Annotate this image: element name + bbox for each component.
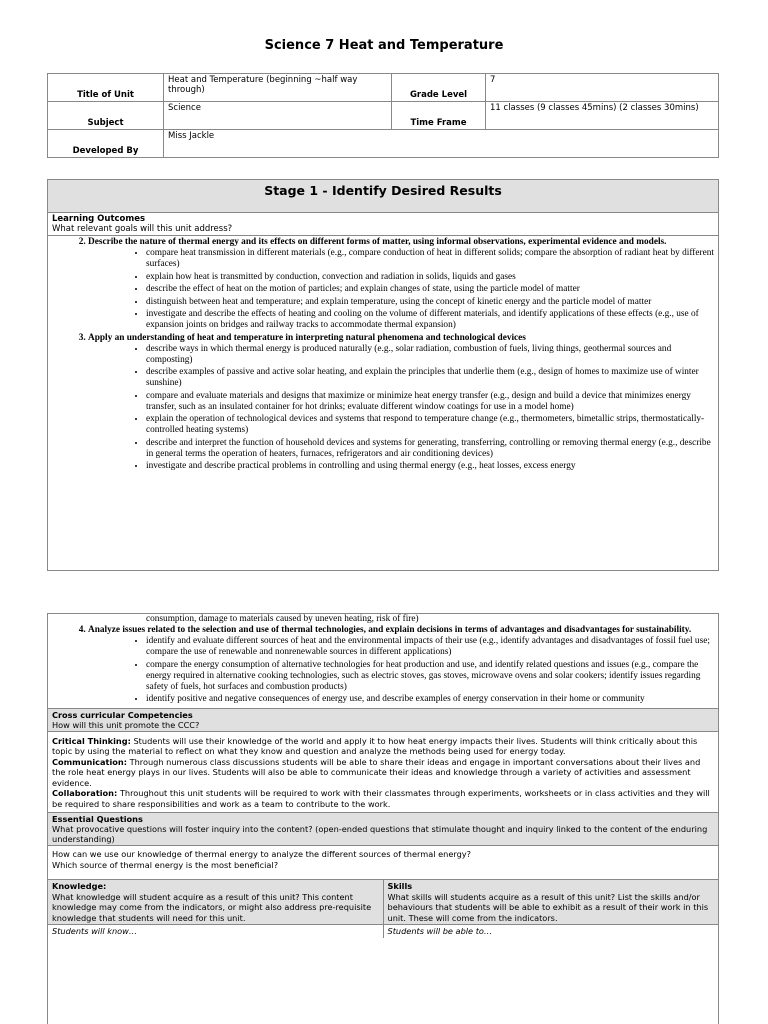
learning-outcomes-title: Learning Outcomes xyxy=(52,214,146,224)
skills-title: Skills xyxy=(387,881,413,891)
essential-question-1: How can we use our knowledge of thermal energy to analyze the different sources of thermal energy? xyxy=(52,849,471,859)
continuation-text: consumption, damage to materials caused by uneven heating, risk of fire) xyxy=(146,614,419,624)
ccc-prompt: How will this unit promote the CCC? xyxy=(52,719,200,730)
students-will-be-able-to: Students will be able to… xyxy=(387,926,493,936)
table-row xyxy=(48,102,719,130)
skills-content xyxy=(384,925,719,938)
ccc-header xyxy=(48,708,718,731)
developed-by-label: Developed By xyxy=(48,130,164,158)
list-item: • compare and evaluate materials and designs that maximize or minimize heat energy transfer (e.g., design and build a device that minimizes energy transfer, such as an insulated container for hot drinks; evaluate different window coatings for use in a model home) xyxy=(146,391,718,413)
outcome-3 xyxy=(88,333,718,473)
subject-value: Science xyxy=(164,102,392,130)
list-item: • distinguish between heat and temperature; and explain temperature, using the concept of kinetic energy and the particle model of matter xyxy=(146,297,718,308)
outcome-4-indicators xyxy=(88,636,714,705)
document-title: Science 7 Heat and Temperature xyxy=(264,38,504,53)
communication-paragraph xyxy=(52,757,714,789)
essential-questions-content xyxy=(48,845,718,879)
outcomes-list xyxy=(48,237,718,472)
table-row xyxy=(48,130,719,158)
critical-thinking-label: Critical Thinking: xyxy=(52,735,131,746)
outcome-3-indicators xyxy=(88,344,718,473)
developed-by-value: Miss Jackle xyxy=(164,130,719,158)
title-of-unit-value: Heat and Temperature (beginning ~half way through) xyxy=(164,74,392,102)
list-item: • explain how heat is transmitted by conduction, convection and radiation in solids, liquids and gases xyxy=(146,272,718,283)
skills-header xyxy=(384,880,719,924)
ccc-title: Cross curricular Competencies xyxy=(52,709,193,720)
students-will-know: Students will know… xyxy=(52,926,138,936)
outcomes-continued xyxy=(48,614,718,708)
list-item: • identify positive and negative consequences of energy use, and describe examples of energy conservation in their home or community xyxy=(146,694,714,705)
outcome-2 xyxy=(88,237,718,331)
knowledge-content xyxy=(48,925,384,938)
knowledge-header xyxy=(48,880,384,924)
list-item: • investigate and describe practical problems in controlling and using thermal energy (e.g., heat losses, excess energy xyxy=(146,461,718,472)
list-item: • describe the effect of heat on the motion of particles; and explain changes of state, using the particle model of matter xyxy=(146,284,718,295)
learning-outcomes-header xyxy=(48,213,718,236)
critical-thinking-paragraph xyxy=(52,736,714,757)
page-2-section xyxy=(47,613,719,1024)
outcome-4-text: Analyze issues related to the selection and use of thermal technologies, and explain decisions in terms of advantages and disadvantages for sustainability. xyxy=(88,625,692,635)
communication-label: Communication: xyxy=(52,756,127,767)
title-of-unit-label: Title of Unit xyxy=(48,74,164,102)
grade-level-label: Grade Level xyxy=(392,74,486,102)
essential-questions-header xyxy=(48,812,718,845)
list-item: • identify and evaluate different sources of heat and the environmental impacts of their use (e.g., identify advantages and disadvantages of fossil fuel use; compare the use of renewable and nonrenewable sources in different applications) xyxy=(146,636,714,658)
learning-outcomes-prompt: What relevant goals will this unit address? xyxy=(52,224,233,234)
stage-1-section xyxy=(47,179,719,571)
time-frame-label: Time Frame xyxy=(392,102,486,130)
list-item: • compare the energy consumption of alternative technologies for heat production and use, and identify related questions and issues (e.g., compare the energy required in alternative cooking technologies, such as electric stoves, gas stoves, microwave ovens and solar cookers; identify issues regarding safety of fuels, hot surfaces and combustion products) xyxy=(146,660,714,693)
list-item: • compare heat transmission in different materials (e.g., compare conduction of heat in different solids; compare the absorption of radiant heat by different surfaces) xyxy=(146,248,718,270)
list-item: • describe examples of passive and active solar heating, and explain the principles that underlie them (e.g., design of homes to maximize use of winter sunshine) xyxy=(146,367,718,389)
ccc-content xyxy=(48,731,718,813)
table-row xyxy=(48,74,719,102)
collaboration-text: Throughout this unit students will be required to work with their classmates through experiments, worksheets or in class activities and they will be required to share responsibilities and work as a team to contribute to the work. xyxy=(52,788,710,809)
list-item: • investigate and describe the effects of heating and cooling on the volume of different materials, and identify applications of these effects (e.g., use of expansion joints on bridges and railway tracks to accommodate thermal expansion) xyxy=(146,309,718,331)
outcome-3-text: Apply an understanding of heat and temperature in interpreting natural phenomena and technological devices xyxy=(88,332,526,343)
knowledge-skills-header xyxy=(48,879,718,924)
list-item: • describe ways in which thermal energy is produced naturally (e.g., solar radiation, combustion of fuels, living things, geothermal sources and composting) xyxy=(146,344,718,366)
collaboration-paragraph xyxy=(52,788,714,809)
list-item: • describe and interpret the function of household devices and systems for generating, transferring, controlling or removing thermal energy (e.g., describe in general terms the operation of heaters, furnaces, refrigerators and air conditioning devices) xyxy=(146,438,718,460)
knowledge-skills-content xyxy=(48,924,718,938)
essential-questions-title: Essential Questions xyxy=(52,814,143,824)
stage-1-heading: Stage 1 - Identify Desired Results xyxy=(48,180,718,213)
essential-question-2: Which source of thermal energy is the most beneficial? xyxy=(52,859,279,870)
collaboration-label: Collaboration: xyxy=(52,788,118,798)
skills-prompt: What skills will students acquire as a result of this unit? List the skills and/or behaviours that students will be able to exhibit as a result of their work in this unit. These will come from the indicators. xyxy=(387,891,709,923)
critical-thinking-text: Students will use their knowledge of the world and apply it to how heat energy impacts their lives. Students will think critically about this topic by using the material to reflect on what they know and question and analyze the methods being used for energy today. xyxy=(52,735,698,756)
knowledge-title: Knowledge: xyxy=(52,881,107,891)
unit-info-table xyxy=(47,73,719,158)
communication-text: Through numerous class discussions students will be able to share their ideas and engage in important conversations about their lives and the role heat energy plays in our lives. Students will also be able to communicate their ideas and knowledge through a variety of activities and assessment evidence. xyxy=(52,756,701,788)
subject-label: Subject xyxy=(48,102,164,130)
essential-questions-prompt: What provocative questions will foster inquiry into the content? (open-ended questions that stimulate thought and inquiry linked to the content of the enduring understanding) xyxy=(52,824,708,844)
time-frame-value: 11 classes (9 classes 45mins) (2 classes 30mins) xyxy=(486,102,719,130)
outcomes-list-continued xyxy=(48,625,714,705)
outcome-2-text: Describe the nature of thermal energy and its effects on different forms of matter, using informal observations, experimental evidence and models. xyxy=(88,237,667,247)
grade-level-value: 7 xyxy=(486,74,719,102)
outcome-2-indicators xyxy=(88,248,718,331)
outcome-4 xyxy=(88,625,714,705)
knowledge-prompt: What knowledge will student acquire as a result of this unit? This content knowledge may come from the indicators, or might also address pre-requisite knowledge that students will need for this unit. xyxy=(52,891,372,923)
list-item: • explain the operation of technological devices and systems that respond to temperature change (e.g., thermometers, bimetallic strips, thermostatically-controlled heating systems) xyxy=(146,414,718,436)
